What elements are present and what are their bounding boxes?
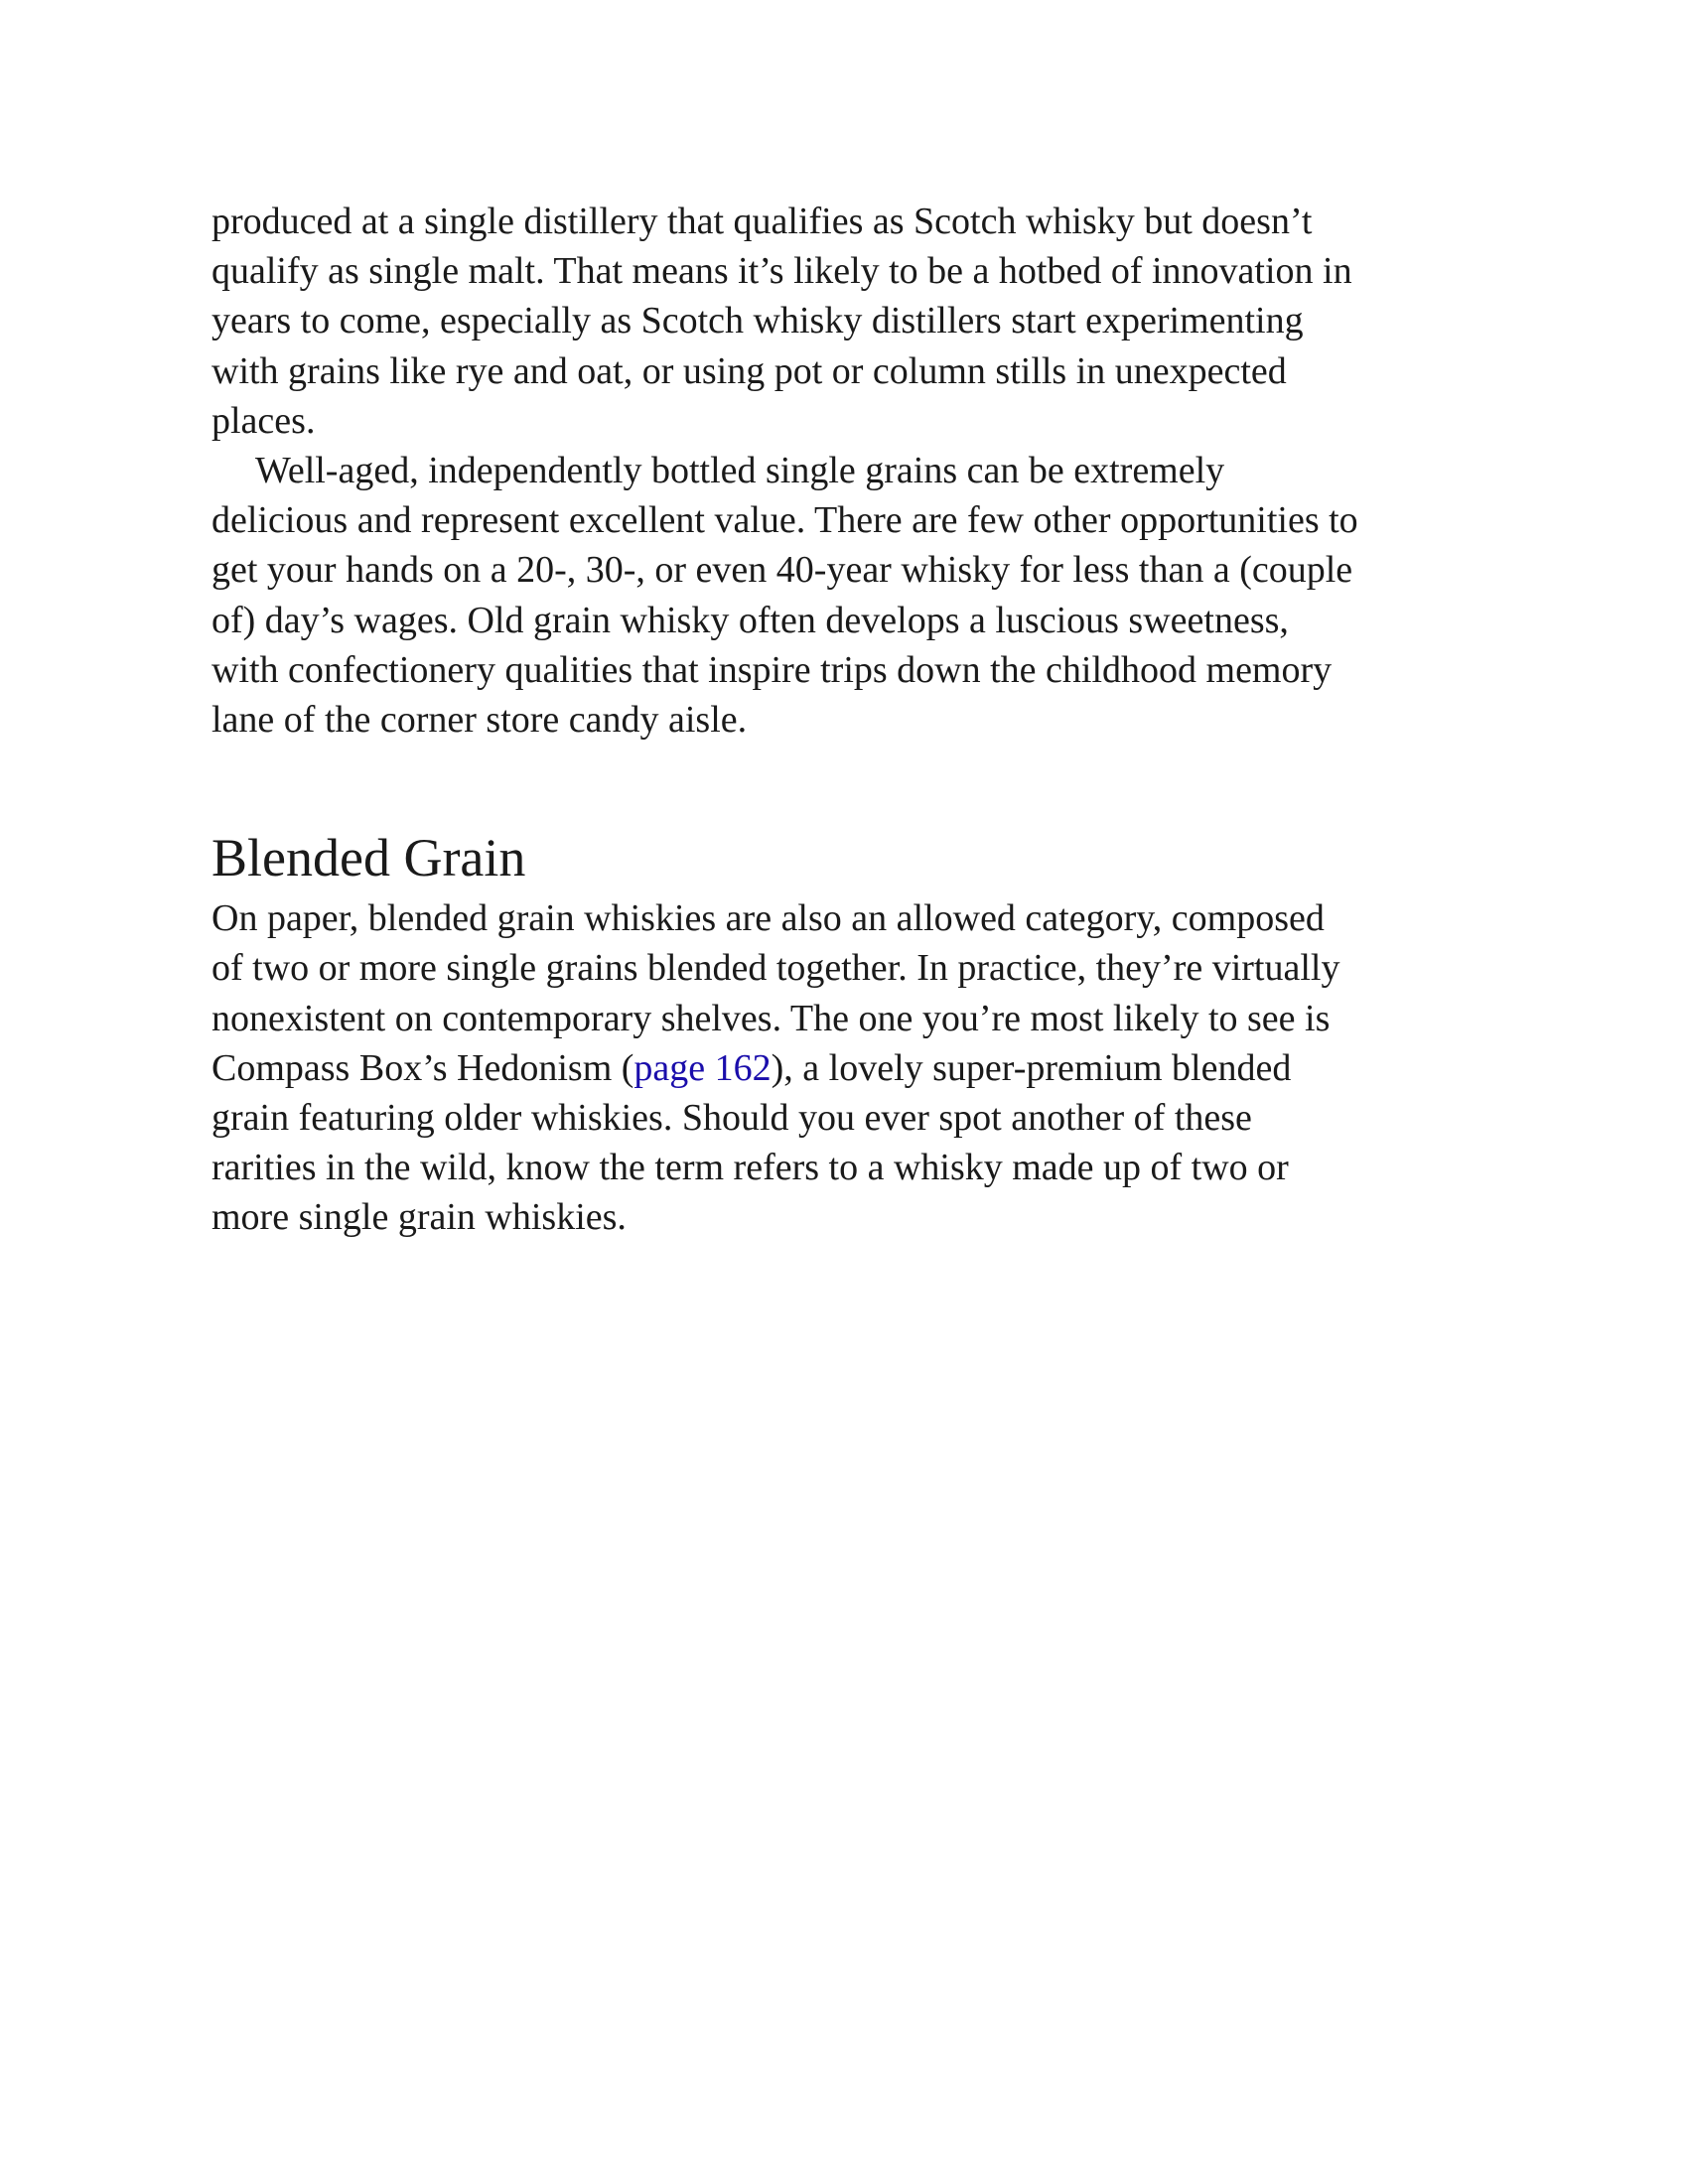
text-before-link: Compass Box’s Hedonism ( bbox=[211, 1046, 634, 1089]
text-line: places. bbox=[211, 399, 316, 442]
text-line-with-link bbox=[211, 1043, 1492, 1093]
section-heading-blended-grain: Blended Grain bbox=[211, 828, 526, 888]
paragraph-blended-grain bbox=[211, 893, 1492, 1242]
text-line: get your hands on a 20-, 30-, or even 40-year whisky for less than a (couple bbox=[211, 549, 1353, 592]
text-line: grain featuring older whiskies. Should you ever spot another of these bbox=[211, 1097, 1252, 1140]
text-line: with grains like rye and oat, or using pot or column stills in unexpected bbox=[211, 349, 1287, 392]
text-line: years to come, especially as Scotch whisky distillers start experimenting bbox=[211, 300, 1304, 342]
paragraph-single-grain-continued bbox=[211, 197, 1492, 446]
text-line: more single grain whiskies. bbox=[211, 1196, 627, 1239]
text-line: rarities in the wild, know the term refers to a whisky made up of two or bbox=[211, 1147, 1289, 1189]
text-line: On paper, blended grain whiskies are also an allowed category, composed bbox=[211, 897, 1325, 940]
text-line: Well-aged, independently bottled single grains can be extremely bbox=[255, 450, 1225, 492]
text-after-link: ), a lovely super-premium blended bbox=[771, 1046, 1292, 1089]
text-line: qualify as single malt. That means it’s likely to be a hotbed of innovation in bbox=[211, 250, 1352, 293]
text-line: delicious and represent excellent value. There are few other opportunities to bbox=[211, 499, 1358, 542]
text-line: produced at a single distillery that qualifies as Scotch whisky but doesn’t bbox=[211, 201, 1313, 242]
paragraph-well-aged bbox=[211, 446, 1492, 745]
text-line: lane of the corner store candy aisle. bbox=[211, 699, 748, 742]
page-162-link[interactable]: page 162 bbox=[633, 1046, 772, 1089]
page-content bbox=[211, 197, 1492, 1243]
text-line: with confectionery qualities that inspire trips down the childhood memory bbox=[211, 648, 1333, 691]
text-line: nonexistent on contemporary shelves. The one you’re most likely to see is bbox=[211, 997, 1331, 1039]
text-line: of) day’s wages. Old grain whisky often develops a luscious sweetness, bbox=[211, 599, 1289, 641]
text-line: of two or more single grains blended together. In practice, they’re virtually bbox=[211, 947, 1340, 990]
